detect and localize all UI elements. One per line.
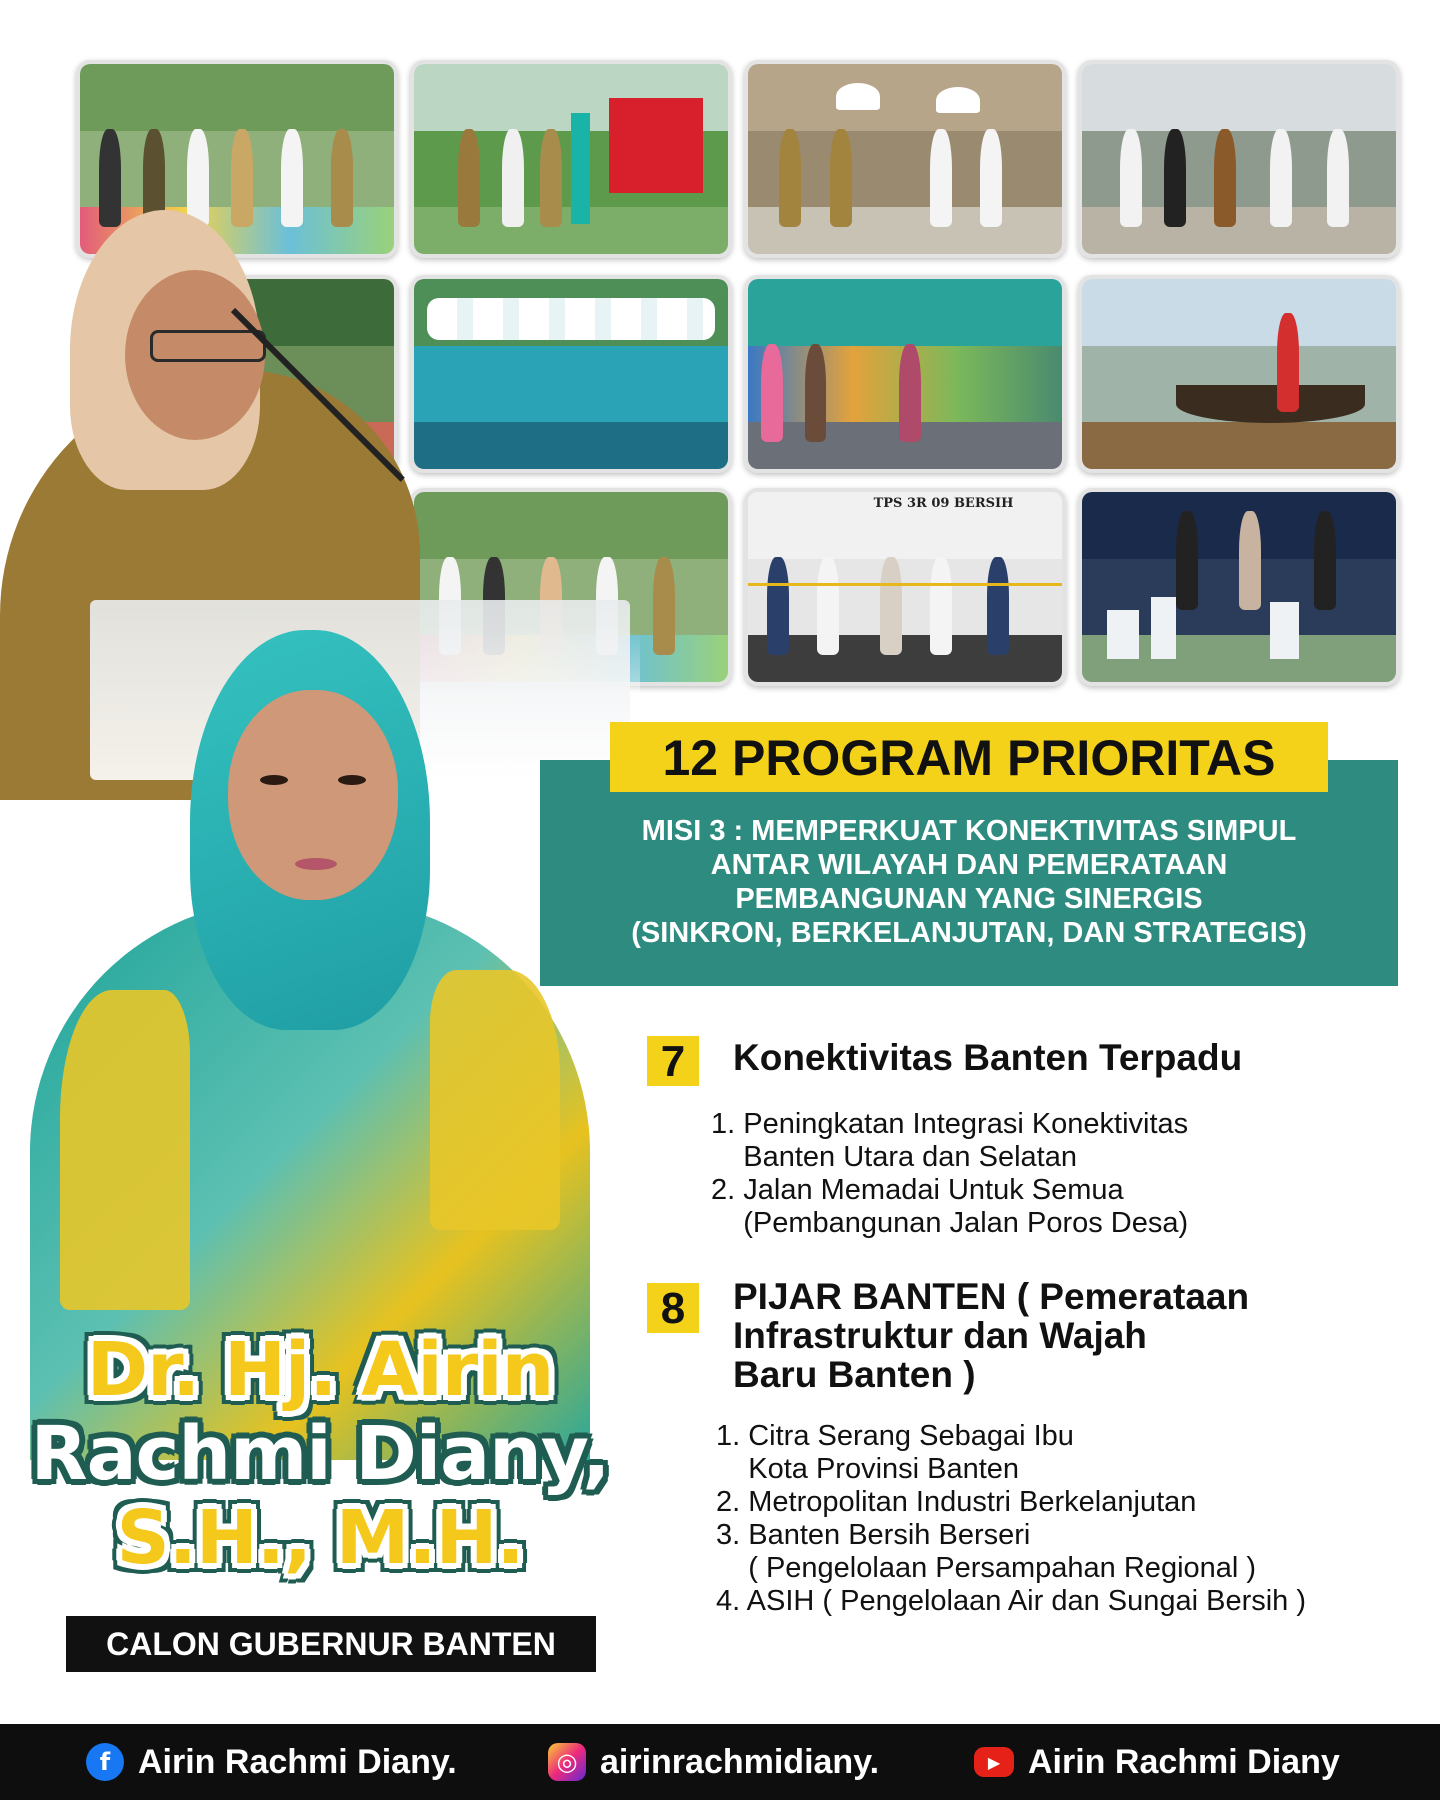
name-line-2: Rachmi Diany, bbox=[30, 1411, 610, 1497]
lips bbox=[295, 858, 337, 870]
list-item: ( Pengelolaan Persampahan Regional ) bbox=[716, 1552, 1257, 1584]
photo-tps-inauguration bbox=[744, 488, 1066, 686]
mission-line-2: ANTAR WILAYAH DAN PEMERATAAN bbox=[710, 849, 1228, 881]
program-number-8: 8 bbox=[647, 1283, 699, 1333]
youtube-link[interactable] bbox=[974, 1724, 1340, 1800]
photo-walkway-visit bbox=[1078, 60, 1400, 258]
candidate-name bbox=[20, 1328, 620, 1580]
mission-line-3: PEMBANGUNAN YANG SINERGIS bbox=[735, 883, 1203, 915]
mission-line-4: (SINKRON, BERKELANJUTAN, DAN STRATEGIS) bbox=[631, 917, 1307, 949]
page-title: 12 PROGRAM PRIORITAS bbox=[610, 722, 1328, 792]
list-item: 2. Jalan Memadai Untuk Semua bbox=[711, 1174, 1124, 1206]
program-number-7: 7 bbox=[647, 1036, 699, 1086]
mission-line-1: MISI 3 : MEMPERKUAT KONEKTIVITAS SIMPUL bbox=[641, 815, 1297, 847]
list-item: 2. Metropolitan Industri Berkelanjutan bbox=[716, 1486, 1197, 1518]
youtube-label: Airin Rachmi Diany bbox=[1028, 1742, 1340, 1781]
program-title-7 bbox=[733, 1038, 1242, 1077]
facebook-link[interactable] bbox=[86, 1724, 457, 1800]
list-item: Banten Utara dan Selatan bbox=[711, 1141, 1077, 1173]
right-eye bbox=[338, 775, 366, 785]
list-item: (Pembangunan Jalan Poros Desa) bbox=[711, 1207, 1189, 1239]
tps-caption: TPS 3R 09 BERSIH bbox=[873, 495, 1014, 511]
left-eye bbox=[260, 775, 288, 785]
list-item: 3. Banten Bersih Berseri bbox=[716, 1519, 1031, 1551]
program-7-list bbox=[711, 1108, 1188, 1240]
photo-river-boat bbox=[1078, 275, 1400, 473]
program-8-title-line-3: Baru Banten ) bbox=[733, 1354, 976, 1395]
candidate-role: CALON GUBERNUR BANTEN bbox=[66, 1616, 596, 1672]
program-title-8 bbox=[733, 1277, 1249, 1394]
instagram-label: airinrachmidiany. bbox=[600, 1742, 880, 1781]
list-item: Kota Provinsi Banten bbox=[716, 1453, 1020, 1485]
list-item: 1. Peningkatan Integrasi Konektivitas bbox=[711, 1108, 1189, 1140]
program-8-list bbox=[716, 1420, 1306, 1618]
youtube-icon: ▶ bbox=[974, 1747, 1014, 1777]
program-8-title-line-1: PIJAR BANTEN ( Pemerataan bbox=[733, 1276, 1250, 1317]
photo-city-model bbox=[1078, 488, 1400, 686]
batik-yellow-left bbox=[60, 990, 190, 1310]
photo-construction-inspection bbox=[744, 60, 1066, 258]
mission-text bbox=[560, 814, 1378, 950]
list-item: 4. ASIH ( Pengelolaan Air dan Sungai Bersih ) bbox=[716, 1585, 1307, 1617]
facebook-label: Airin Rachmi Diany. bbox=[138, 1742, 457, 1781]
batik-yellow-right bbox=[430, 970, 560, 1230]
speaker-glasses bbox=[150, 330, 266, 362]
name-line-3: S.H., M.H. bbox=[116, 1495, 524, 1581]
social-footer bbox=[0, 1724, 1440, 1800]
list-item: 1. Citra Serang Sebagai Ibu bbox=[716, 1420, 1074, 1452]
program-7-title-line-1: Konektivitas Banten Terpadu bbox=[733, 1037, 1243, 1078]
program-8-title-line-2: Infrastruktur dan Wajah bbox=[733, 1315, 1147, 1356]
instagram-link[interactable] bbox=[548, 1724, 879, 1800]
photo-mural-wall bbox=[744, 275, 1066, 473]
facebook-icon: f bbox=[86, 1743, 124, 1781]
instagram-icon: ◎ bbox=[548, 1743, 586, 1781]
name-line-1: Dr. Hj. Airin bbox=[86, 1327, 554, 1413]
